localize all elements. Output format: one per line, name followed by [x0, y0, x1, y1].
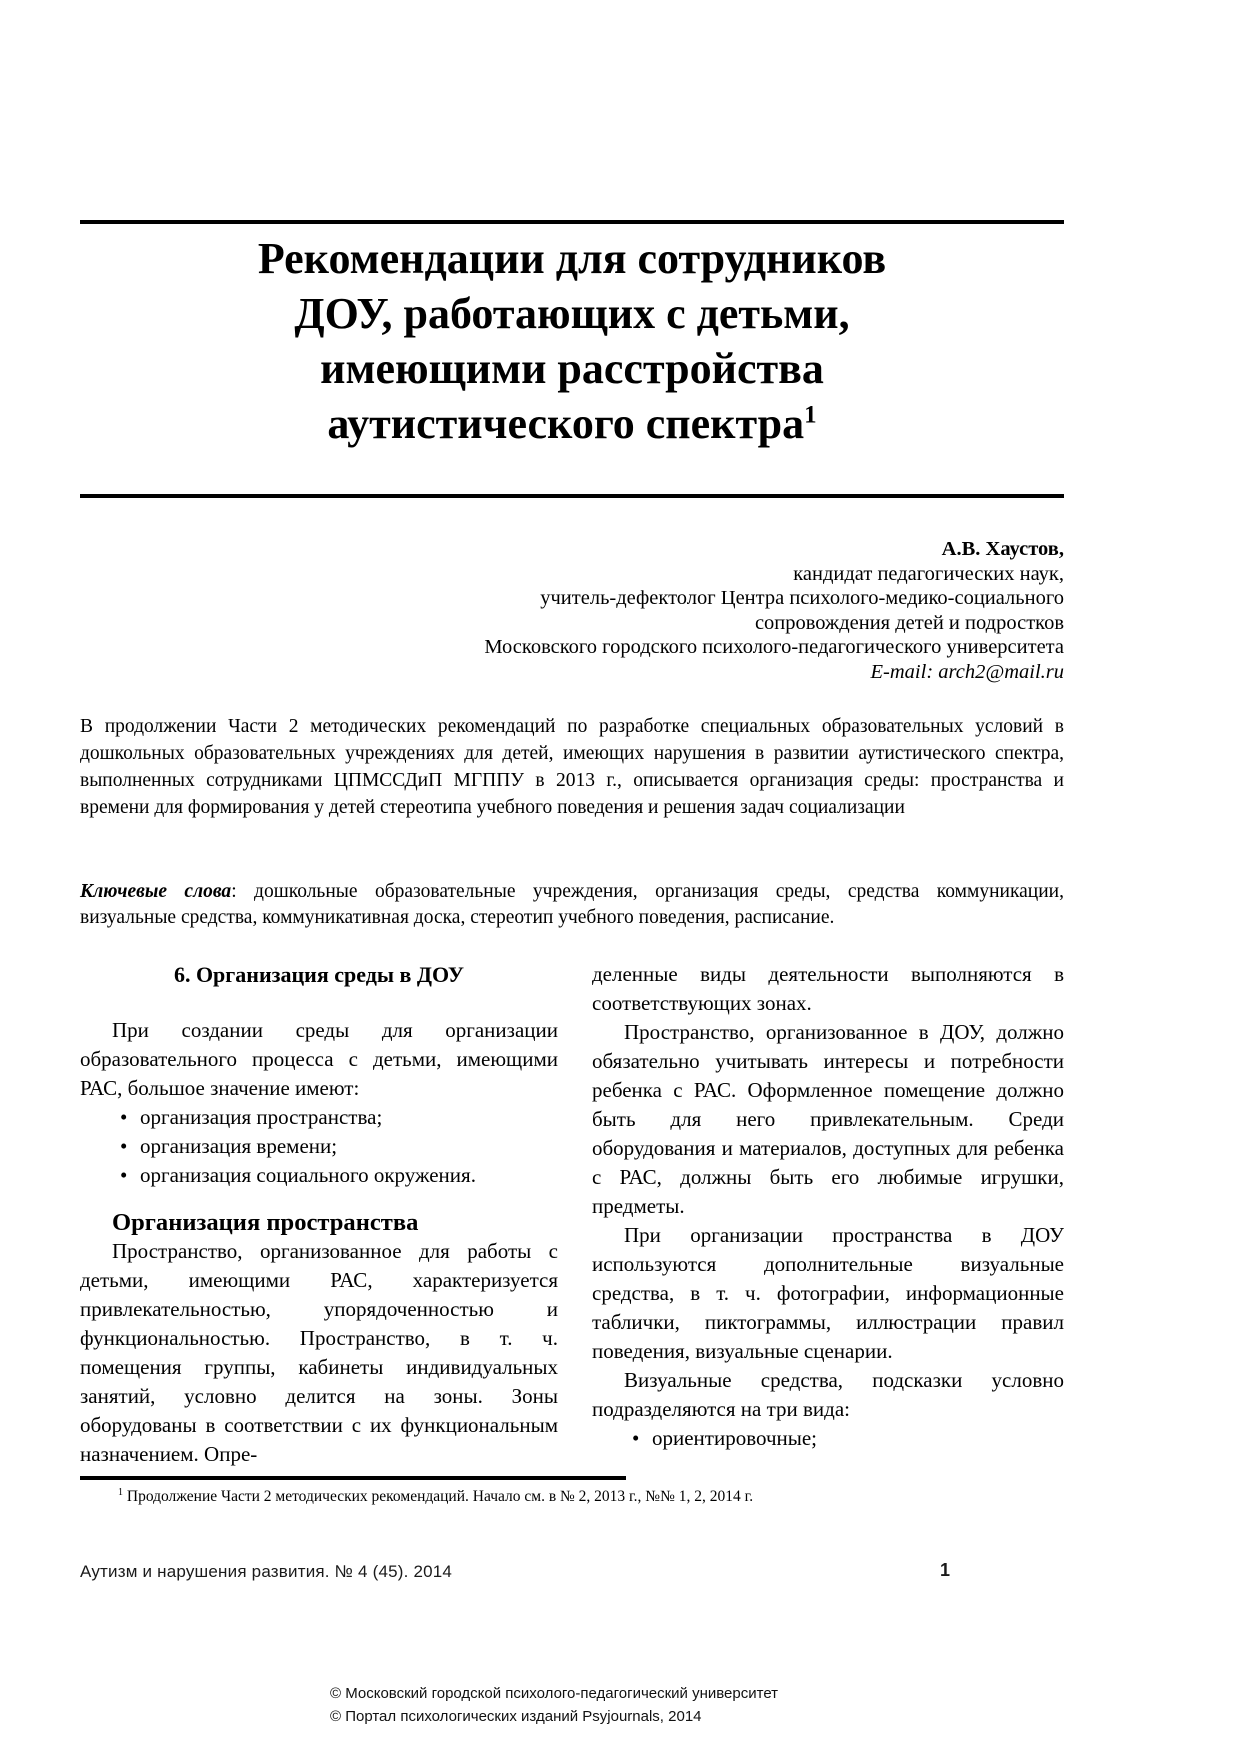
body-paragraph: Пространство, организованное в ДОУ, должно обязательно учитывать интересы и потребности ребенка с РАС. Оформленное помещение должно быть для него привлекательным. Среди оборудования и материалов, доступных для ребенка с РАС, должны быть его любимые игрушки, предметы.	[592, 1020, 1064, 1218]
left-column	[80, 960, 558, 1469]
list-item	[80, 1132, 558, 1161]
author-block	[80, 537, 1064, 684]
footnote-divider	[80, 1476, 626, 1480]
right-column	[592, 960, 1064, 1469]
author-affiliation-line: сопровождения детей и подростков	[754, 611, 1064, 634]
title-divider-top	[80, 220, 1064, 224]
body-paragraph: Пространство, организованное для работы с детьми, имеющими РАС, характеризуется привлекательностью, упорядоченностью и функциональностью. Пространство, в т. ч. помещения группы, кабинеты индивидуальных занятий, условно делится на зоны. Зоны оборудованы в соответствии с их функциональным назначением. Опре-	[80, 1239, 558, 1466]
copyright-line: © Московский городской психолого-педагогический университет	[330, 1685, 779, 1702]
bullet-icon: •	[120, 1134, 128, 1158]
keywords-label: Ключевые слова	[80, 881, 232, 902]
body-paragraph: При организации пространства в ДОУ используются дополнительные визуальные средства, в т. ч. фотографии, информационные таблички, пиктограммы, иллюстрации правил поведения, визуальные сценарии.	[592, 1223, 1064, 1363]
title-line-text: аутистического спектра	[327, 399, 805, 448]
body-paragraph: Визуальные средства, подсказки условно подразделяются на три вида:	[592, 1368, 1064, 1421]
list-item-text: организация социального окружения.	[140, 1163, 476, 1187]
title-footnote-mark: 1	[804, 401, 817, 429]
title-line: Рекомендации для сотрудников	[257, 234, 887, 283]
author-affiliation-line: учитель-дефектолог Центра психолого-медико-социального	[540, 587, 1064, 609]
list-item	[592, 1424, 1064, 1453]
list-item-text: организация времени;	[140, 1134, 338, 1158]
body-paragraph: При создании среды для организации образовательного процесса с детьми, имеющими РАС, большое значение имеют:	[80, 1018, 558, 1100]
title-line: имеющими расстройства	[320, 344, 824, 393]
list-item	[80, 1161, 558, 1190]
body-columns	[80, 960, 1064, 1469]
keywords-paragraph	[80, 879, 1064, 931]
body-paragraph: деленные виды деятельности выполняются в соответствующих зонах.	[592, 962, 1064, 1015]
footnote-text: Продолжение Части 2 методических рекомендаций. Начало см. в № 2, 2013 г., №№ 1, 2, 2014 г.	[123, 1488, 754, 1505]
title-line	[80, 396, 1064, 451]
author-affiliation-line: Московского городского психолого-педагогического университета	[484, 636, 1064, 658]
footnote-mark: 1	[118, 1486, 123, 1498]
list-item-text: организация пространства;	[140, 1105, 383, 1129]
section-heading: 6. Организация среды в ДОУ	[173, 962, 465, 987]
page-number: 1	[939, 1560, 950, 1580]
article-title	[80, 231, 1064, 451]
bullet-icon: •	[632, 1426, 640, 1450]
subsection-heading: Организация пространства	[112, 1209, 419, 1236]
bullet-icon: •	[120, 1163, 128, 1187]
author-name: А.В. Хаустов,	[941, 538, 1064, 560]
author-email: E-mail: arch2@mail.ru	[870, 660, 1064, 683]
journal-footer: Аутизм и нарушения развития. № 4 (45). 2014	[80, 1562, 453, 1581]
copyright-block	[330, 1682, 778, 1728]
author-affiliation-line: кандидат педагогических наук,	[793, 562, 1064, 585]
keywords-text: : дошкольные образовательные учреждения, организация среды, средства коммуникации, визуальные средства, коммуникативная доска, стереотип учебного поведения, расписание.	[80, 881, 1064, 928]
copyright-line: © Портал психологических изданий Psyjournals, 2014	[330, 1708, 702, 1725]
bullet-list	[80, 1103, 558, 1190]
list-item-text: ориентировочные;	[652, 1426, 818, 1450]
bullet-icon: •	[120, 1105, 128, 1129]
title-line: ДОУ, работающих с детьми,	[294, 289, 850, 338]
bullet-list	[592, 1424, 1064, 1453]
list-item	[80, 1103, 558, 1132]
title-divider-bottom	[80, 494, 1064, 498]
abstract-paragraph: В продолжении Части 2 методических рекомендаций по разработке специальных образовательных условий в дошкольных образовательных учреждениях для детей, имеющих нарушения в развитии аутистического спектра, выполненных сотрудниками ЦПМССДиП МГППУ в 2013 г., описывается организация среды: пространства и времени для формирования у детей стереотипа учебного поведения и решения задач социализации	[80, 716, 1064, 818]
footnote	[80, 1487, 1000, 1507]
